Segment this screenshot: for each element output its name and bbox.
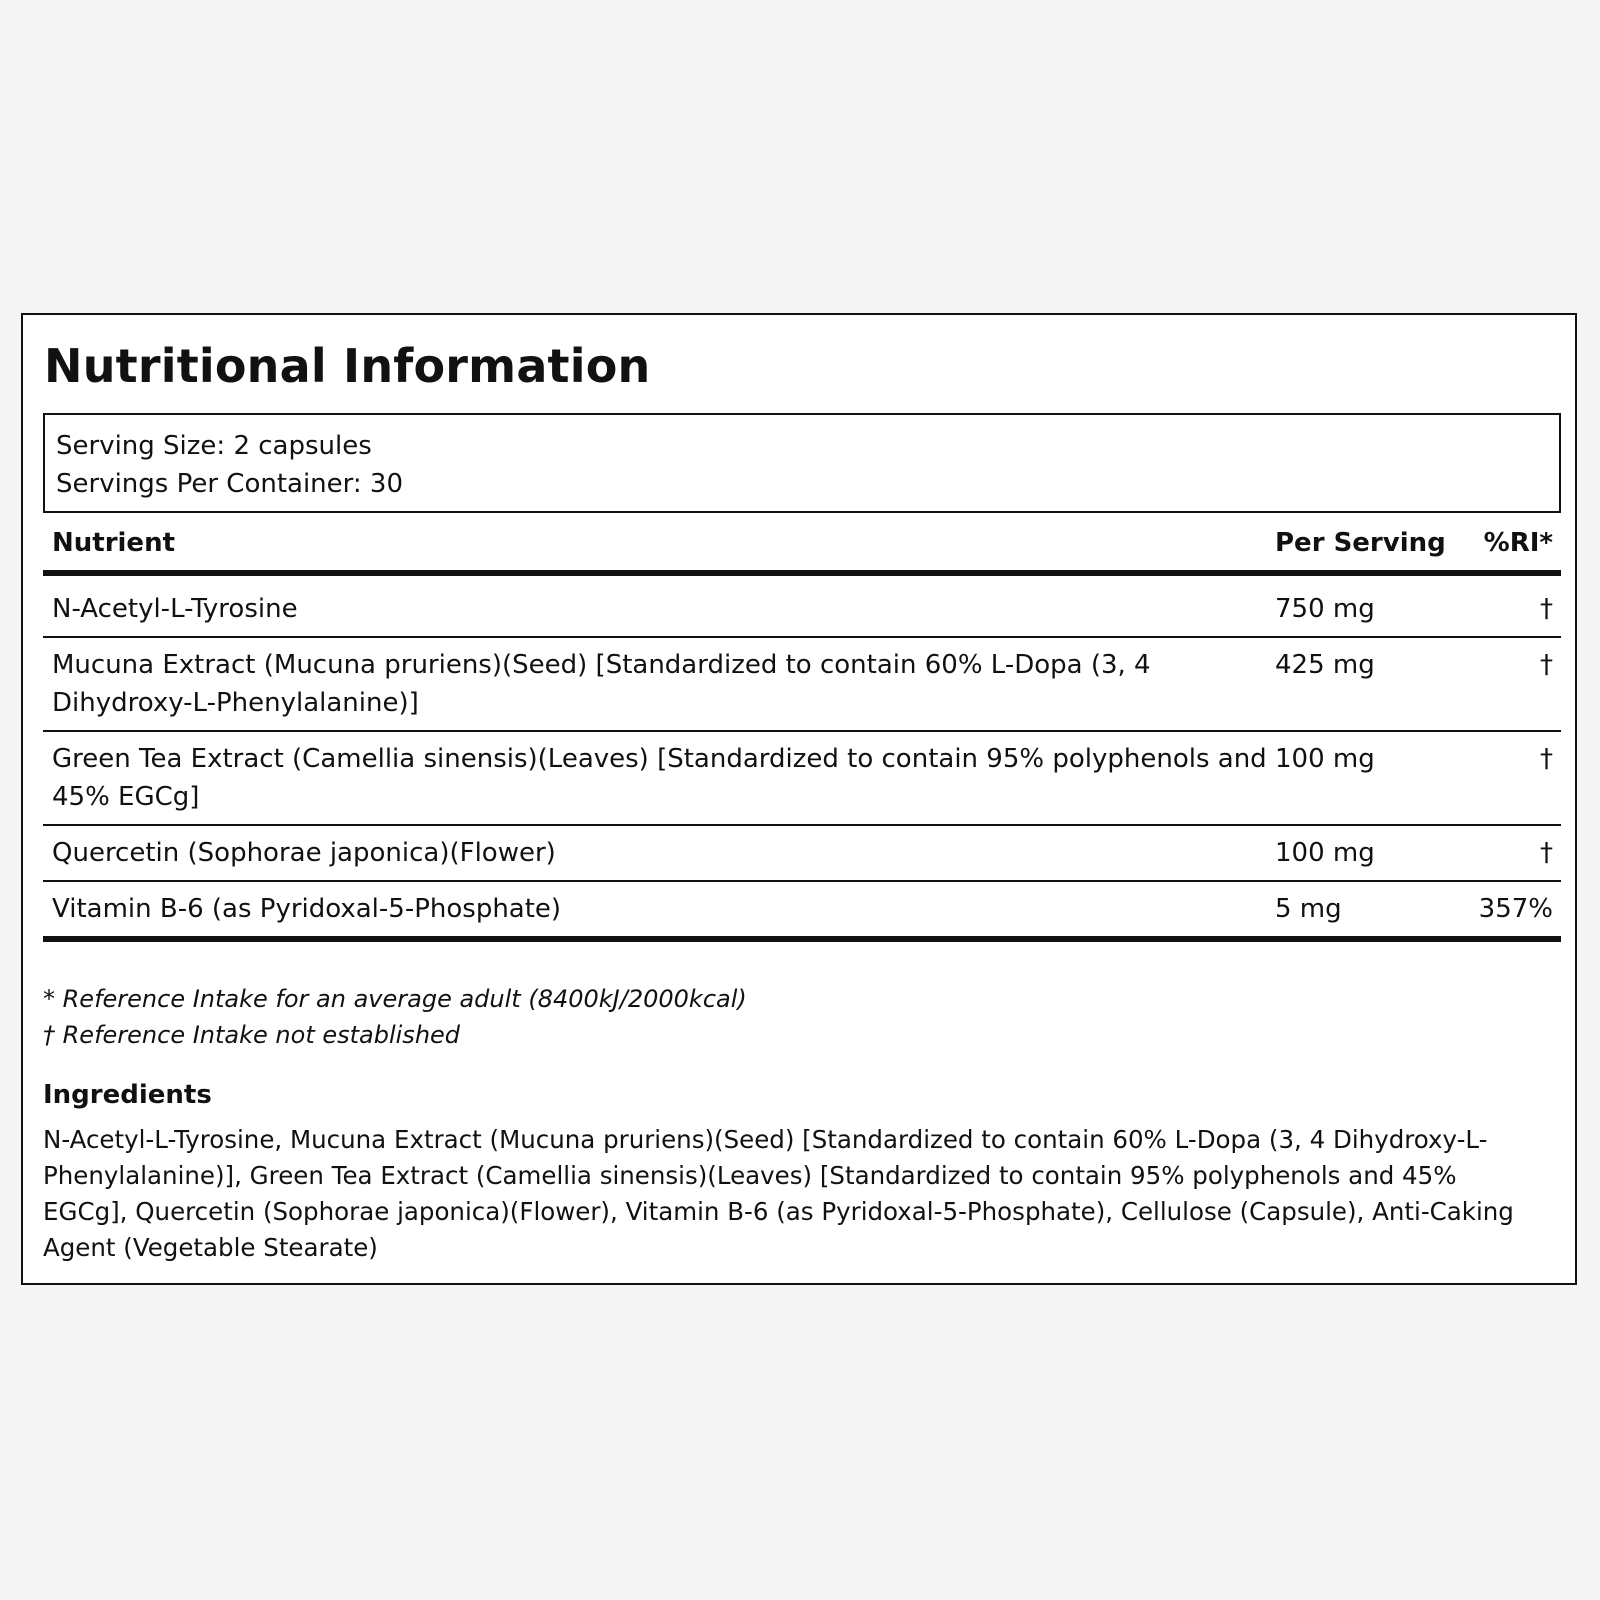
nutrient-amount: 100 mg: [1275, 838, 1375, 868]
servings-per-container: Servings Per Container: 30: [56, 469, 404, 499]
nutrient-name: N-Acetyl-L-Tyrosine: [52, 594, 298, 624]
nutrient-name: Quercetin (Sophorae japonica)(Flower): [52, 838, 556, 868]
table-row: [43, 576, 1561, 638]
nutrient-amount: 5 mg: [1275, 894, 1342, 924]
panel-title: Nutritional Information: [44, 339, 651, 393]
serving-info-box: [43, 413, 1561, 513]
table-row: [43, 638, 1561, 732]
footnotes: [43, 981, 747, 1053]
serving-size: Serving Size: 2 capsules: [56, 431, 372, 461]
nutrient-amount: 750 mg: [1275, 594, 1375, 624]
nutrient-name: Mucuna Extract (Mucuna pruriens)(Seed) [Standardized to contain 60% L-Dopa (3, 4 Dihydroxy-L-Phenylalanine)]: [52, 650, 1151, 718]
ingredients-text: N-Acetyl-L-Tyrosine, Mucuna Extract (Mucuna pruriens)(Seed) [Standardized to contain 60% L-Dopa (3, 4 Dihydroxy-L-Phenylalanine)], Green Tea Extract (Camellia sinensis)(Leaves) [Standardized to contain 95% polyphenols and 45% EGCg], Quercetin (Sophorae japonica)(Flower), Vitamin B-6 (as Pyridoxal-5-Phosphate), Cellulose (Capsule), Anti-Caking Agent (Vegetable Stearate): [43, 1125, 1514, 1262]
nutrient-ri: †: [1540, 744, 1553, 774]
nutrient-ri: 357%: [1478, 894, 1553, 924]
header-per-serving: Per Serving: [1275, 528, 1446, 558]
nutrient-ri: †: [1540, 594, 1553, 624]
nutrient-name: Vitamin B-6 (as Pyridoxal-5-Phosphate): [52, 894, 562, 924]
table-row: [43, 826, 1561, 882]
nutrient-ri: †: [1540, 838, 1553, 868]
nutrient-name: Green Tea Extract (Camellia sinensis)(Leaves) [Standardized to contain 95% polyphenols and 45% EGCg]: [52, 744, 1267, 812]
table-row: [43, 732, 1561, 826]
header-ri: %RI*: [1483, 528, 1553, 558]
footnote-reference-intake: * Reference Intake for an average adult (8400kJ/2000kcal): [43, 985, 747, 1013]
nutrient-ri: †: [1540, 650, 1553, 680]
table-header: [43, 520, 1561, 576]
table-row: [43, 882, 1561, 942]
nutrient-amount: 100 mg: [1275, 744, 1375, 774]
ingredients-title: Ingredients: [43, 1080, 212, 1110]
footnote-not-established: † Reference Intake not established: [43, 1021, 461, 1049]
nutrient-amount: 425 mg: [1275, 650, 1375, 680]
nutrition-panel: [21, 313, 1577, 1285]
nutrient-table: [43, 520, 1561, 942]
header-nutrient: Nutrient: [52, 528, 176, 558]
